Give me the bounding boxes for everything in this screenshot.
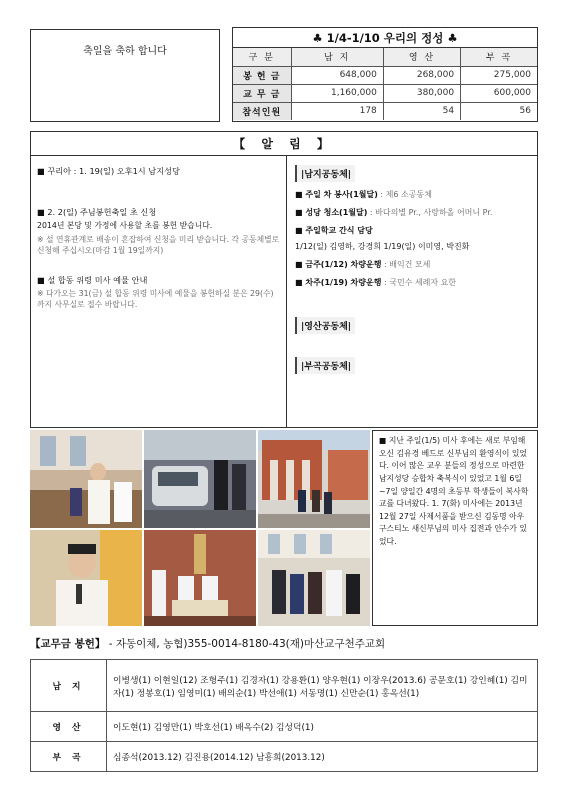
notice-note: ※ 설 연휴관계로 배송이 혼잡하여 신청을 미리 받습니다. 각 공동체별로 신청해 주십시오(마감 1월 19일까지) bbox=[37, 234, 280, 255]
item-value: : 배익건 모세 bbox=[381, 260, 431, 269]
cell-value: 54 bbox=[383, 102, 460, 120]
photo-priest-portrait bbox=[30, 530, 142, 626]
row-label: 교 무 금 bbox=[233, 84, 291, 102]
item-value: 1/12(일) 김영하, 강경희 1/19(일) 이미영, 박진화 bbox=[295, 242, 470, 251]
greeting-box bbox=[30, 29, 220, 122]
bank-account: - 자동이체, 농협)355-0014-8180-43(재)마산교구천주교회 bbox=[105, 638, 386, 650]
notice-item: ■ 꾸리아 : 1. 19(일) 오후1시 남지성당 bbox=[37, 166, 180, 176]
item-value: : 국민수 세례자 요한 bbox=[381, 278, 457, 287]
photo-altar-mass bbox=[144, 530, 256, 626]
cell-value: 380,000 bbox=[383, 84, 460, 102]
notice-item bbox=[295, 207, 529, 218]
cell-value: 178 bbox=[291, 102, 383, 120]
group-heading-yeongsan: |영산공동체| bbox=[295, 317, 355, 334]
item-label: ■ 주일 차 봉사(1월달) bbox=[295, 190, 378, 199]
photo-congregation bbox=[258, 530, 370, 626]
notice-left-column bbox=[31, 156, 287, 427]
offering-header: 남 지 bbox=[291, 48, 383, 66]
cell-value: 600,000 bbox=[461, 84, 537, 102]
community-label: 남 지 bbox=[31, 660, 107, 712]
news-story bbox=[372, 430, 538, 626]
photo-altar-server bbox=[30, 430, 142, 528]
notice-item bbox=[295, 189, 529, 200]
donor-names: 심종석(2013.12) 김진용(2014.12) 남흥희(2013.12) bbox=[107, 742, 538, 772]
offering-header: 구 분 bbox=[233, 48, 291, 66]
notice-item bbox=[295, 277, 529, 288]
offering-title: ♣ 1/4-1/10 우리의 정성 ♣ bbox=[233, 28, 537, 48]
notice-item bbox=[295, 225, 529, 236]
item-label: ■ 성당 청소(1월달) bbox=[295, 208, 368, 217]
community-label: 영 산 bbox=[31, 712, 107, 742]
offering-box bbox=[232, 27, 538, 122]
table-row bbox=[31, 712, 538, 742]
offering-header: 부 곡 bbox=[461, 48, 537, 66]
notice-note: ※ 다가오는 31(금) 설 합동 위령 미사에 예물을 봉헌하실 분은 29(수)까지 사무실로 접수 바랍니다. bbox=[37, 288, 274, 309]
greeting-text: 축일을 축하 합니다 bbox=[83, 46, 167, 57]
group-heading-bugok: |부곡공동체| bbox=[295, 357, 355, 374]
row-label: 참석인원 bbox=[233, 102, 291, 120]
notice-text: 2014년 본당 및 가정에 사용할 초를 봉헌 받습니다. bbox=[37, 221, 213, 230]
story-text: ■ 지난 주일(1/5) 미사 후에는 새로 부임해 오신 김유경 베드로 신부님의 환영식이 있었다. 이어 많은 교우 분들의 정성으로 마련한 남지성당 승합차 축복식이 있었고 1월 6일~7일 양일간 4명의 초등부 학생들이 복사학교를 다녀왔다. 1. 7(화) 미사에는 2013년 12월 27일 사제서품을 받으신 김동명 아우구스티노 새신부님의 미사 집전과 안수가 있었다. bbox=[379, 436, 529, 546]
cell-value: 1,160,000 bbox=[291, 84, 383, 102]
cell-value: 268,000 bbox=[383, 66, 460, 84]
notice-right-column bbox=[287, 156, 537, 427]
notice-item-title: ■ 설 합동 위령 미사 예물 안내 bbox=[37, 274, 148, 285]
table-row bbox=[31, 660, 538, 712]
group-heading-namji: |남지공동체| bbox=[295, 165, 355, 182]
cell-value: 56 bbox=[461, 102, 537, 120]
cell-value: 275,000 bbox=[461, 66, 537, 84]
notice-box bbox=[30, 131, 538, 428]
offering-table bbox=[233, 48, 537, 120]
donor-names: 이도현(1) 김영만(1) 박호선(1) 배옥수(2) 김성덕(1) bbox=[107, 712, 538, 742]
bank-info bbox=[30, 636, 538, 651]
photo-car-blessing bbox=[144, 430, 256, 528]
notice-item bbox=[295, 259, 529, 270]
item-label: ■ 주일학교 간식 담당 bbox=[295, 226, 373, 235]
photo-collage bbox=[30, 430, 370, 626]
table-row bbox=[31, 742, 538, 772]
bank-label: 【교무금 봉헌】 bbox=[30, 638, 106, 650]
photo-church-building bbox=[258, 430, 370, 528]
community-label: 부 곡 bbox=[31, 742, 107, 772]
item-label: ■ 차주(1/19) 차량운행 bbox=[295, 278, 382, 287]
donor-table bbox=[30, 659, 538, 772]
table-row bbox=[233, 66, 537, 84]
table-row bbox=[233, 102, 537, 120]
item-label: ■ 금주(1/12) 차량운행 bbox=[295, 260, 382, 269]
offering-header: 영 산 bbox=[383, 48, 460, 66]
cell-value: 648,000 bbox=[291, 66, 383, 84]
table-row bbox=[233, 84, 537, 102]
item-value: : 제6 소공동체 bbox=[377, 190, 432, 199]
item-value: : 바다의별 Pr., 사랑하올 어머니 Pr. bbox=[367, 208, 493, 217]
row-label: 봉 헌 금 bbox=[233, 66, 291, 84]
notice-item-title: ■ 2. 2(일) 주님봉헌축일 초 신청 bbox=[37, 207, 157, 217]
notice-title: 【 알 림 】 bbox=[31, 132, 537, 156]
donor-names: 이병생(1) 이현일(12) 조형주(1) 김경자(1) 강용환(1) 양우현(1) 이장우(2013.6) 공문호(1) 강인혜(1) 김미자(1) 정봉호(1) 임영미(1) 배의순(1) 박선애(1) 서동명(1) 신만순(1) 홍옥선(1) bbox=[107, 660, 538, 712]
